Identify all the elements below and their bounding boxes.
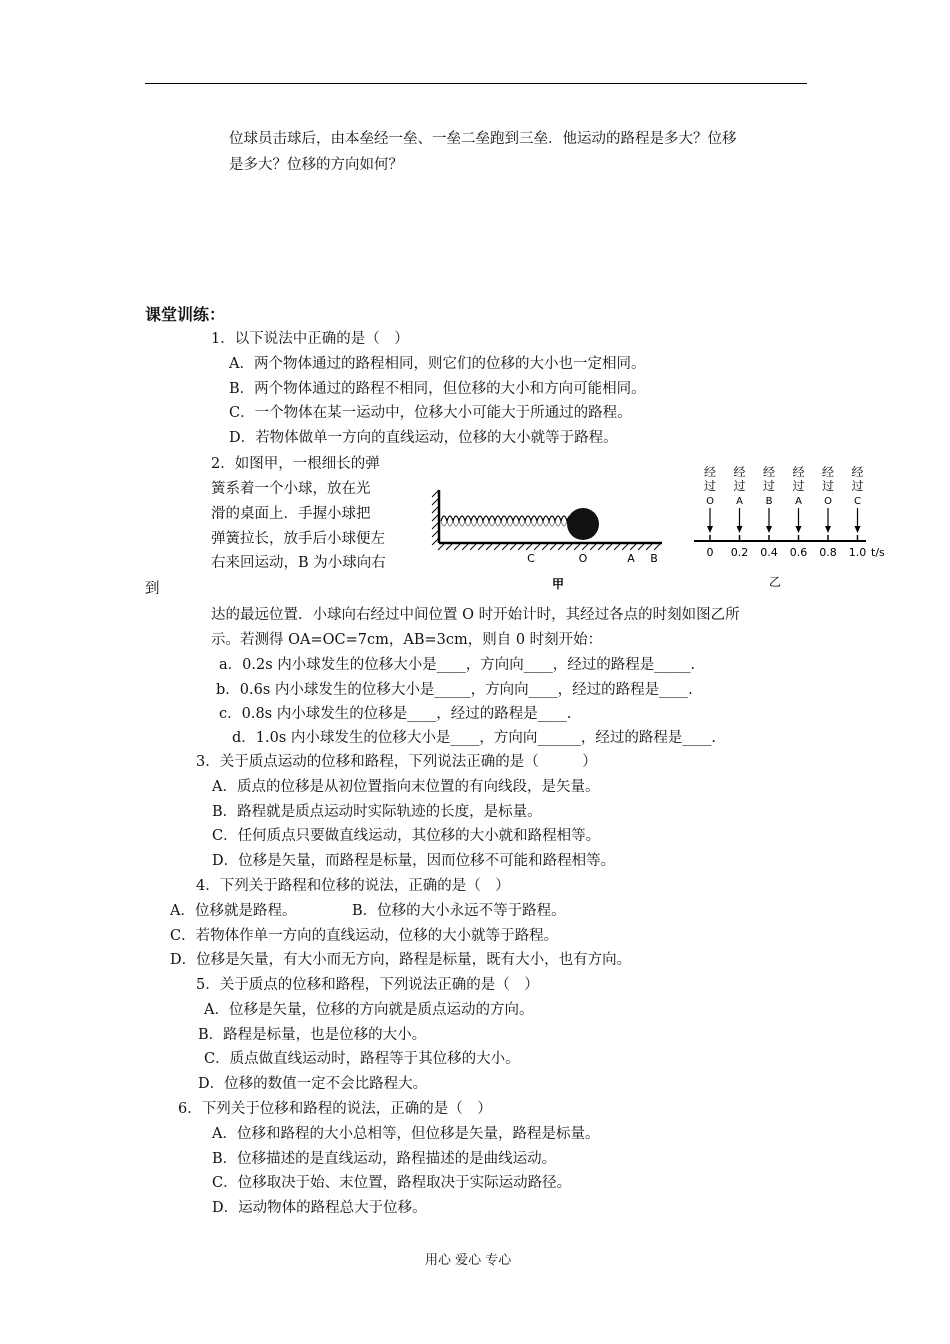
q2-dao: 到 <box>145 581 160 597</box>
q6-option-c: C．位移取决于始、末位置，路程取决于实际运动路径。 <box>212 1175 572 1191</box>
q2-sub-a: a．0.2s 内小球发生的位移大小是____，方向向____，经过的路程是_____. <box>219 657 696 673</box>
pass-char-2: 过 <box>792 479 805 493</box>
q4-option-d: D．位移是矢量，有大小而无方向，路程是标量，既有大小，也有方向。 <box>170 952 632 968</box>
position-marker: C <box>854 496 861 507</box>
q4-option-b: B．位移的大小永远不等于路程。 <box>352 903 566 919</box>
time-unit: t/s <box>871 546 885 559</box>
arrow-head-icon <box>825 526 831 533</box>
pass-char-2: 过 <box>762 479 776 493</box>
position-marker: A <box>736 496 743 507</box>
q3-option-c: C．任何质点只要做直线运动，其位移的大小就和路程相等。 <box>212 828 601 844</box>
q2-sub-d: d．1.0s 内小球发生的位移大小是____，方向向______，经过的路程是____. <box>232 730 716 746</box>
intro-line-1: 位球员击球后，由本垒经一垒、一垒二垒跑到三垒．他运动的路程是多大？位移 <box>229 131 737 147</box>
q1-option-b: B．两个物体通过的路程不相同，但位移的大小和方向可能相同。 <box>229 381 646 397</box>
pass-char-1: 经 <box>762 465 776 479</box>
pass-char-1: 经 <box>792 465 805 479</box>
q2-cont-1: 达的最远位置．小球向右经过中间位置 O 时开始计时，其经过各点的时刻如图乙所 <box>211 607 740 623</box>
arrow-head-icon <box>766 526 772 533</box>
label-b: B <box>650 552 658 565</box>
header-rule <box>145 83 807 84</box>
pass-char-1: 经 <box>821 465 835 479</box>
arrow-head-icon <box>737 526 743 533</box>
pass-char-2: 过 <box>821 479 835 493</box>
q1-option-c: C．一个物体在某一运动中，位移大小可能大于所通过的路程。 <box>229 405 632 421</box>
q1-stem: 1．以下说法中正确的是（ ） <box>211 331 409 347</box>
pass-char-2: 过 <box>851 479 864 493</box>
q5-option-c: C．质点做直线运动时，路程等于其位移的大小。 <box>204 1051 520 1067</box>
figure-jia <box>430 485 680 595</box>
q1-option-d: D．若物体做单一方向的直线运动，位移的大小就等于路程。 <box>229 430 618 446</box>
q2-line-1: 2．如图甲，一根细长的弹 <box>211 456 380 472</box>
q4-option-c: C．若物体作单一方向的直线运动，位移的大小就等于路程。 <box>170 928 559 944</box>
position-marker: A <box>795 496 802 507</box>
caption-yi: 乙 <box>768 575 782 589</box>
pass-char-2: 过 <box>733 479 746 493</box>
q2-sub-b: b．0.6s 内小球发生的位移大小是_____，方向向____，经过的路程是____. <box>216 682 693 698</box>
time-tick-label: 0.4 <box>760 546 778 559</box>
q2-cont-2: 示。若测得 OA=OC=7cm，AB=3cm，则自 0 时刻开始： <box>211 632 603 648</box>
page-footer: 用心 爱心 专心 <box>425 1253 512 1268</box>
q5-option-d: D．位移的数值一定不会比路程大。 <box>198 1076 428 1092</box>
label-c: C <box>527 552 535 565</box>
pass-char-1: 经 <box>851 465 864 479</box>
arrow-head-icon <box>707 526 713 533</box>
label-a: A <box>627 552 635 565</box>
time-tick-label: 0.8 <box>819 546 837 559</box>
intro-line-2: 是多大？位移的方向如何？ <box>229 157 403 173</box>
arrow-head-icon <box>855 526 861 533</box>
q4-option-a: A．位移就是路程。 <box>170 903 297 919</box>
q5-option-b: B．路程是标量，也是位移的大小。 <box>198 1027 427 1043</box>
q5-option-a: A．位移是矢量，位移的方向就是质点运动的方向。 <box>204 1002 534 1018</box>
q3-option-a: A．质点的位移是从初位置指向末位置的有向线段，是矢量。 <box>212 779 600 795</box>
q2-line-5: 右来回运动，B 为小球向右 <box>211 555 386 571</box>
time-tick-label: 1.0 <box>848 546 867 559</box>
q3-option-b: B．路程就是质点运动时实际轨迹的长度，是标量。 <box>212 804 542 820</box>
position-marker: B <box>765 496 773 507</box>
q3-option-d: D．位移是矢量，而路程是标量，因而位移不可能和路程相等。 <box>212 853 616 869</box>
q6-option-a: A．位移和路程的大小总相等，但位移是矢量，路程是标量。 <box>212 1126 600 1142</box>
time-tick-label: 0.6 <box>789 546 808 559</box>
position-marker: O <box>706 496 714 507</box>
pass-char-2: 过 <box>703 479 717 493</box>
q4-stem: 4．下列关于路程和位移的说法，正确的是（ ） <box>196 878 510 894</box>
q5-stem: 5．关于质点的位移和路程，下列说法正确的是（ ） <box>196 977 539 993</box>
q6-option-d: D．运动物体的路程总大于位移。 <box>212 1200 427 1216</box>
q2-line-4: 弹簧拉长，放手后小球便左 <box>211 531 385 547</box>
ball <box>567 508 599 540</box>
figure-yi <box>688 462 898 592</box>
time-tick-label: 0.2 <box>730 546 749 559</box>
q6-stem: 6．下列关于位移和路程的说法，正确的是（ ） <box>178 1101 492 1117</box>
pass-char-1: 经 <box>733 465 746 479</box>
section-title: 课堂训练： <box>145 305 226 324</box>
q2-line-3: 滑的桌面上．手握小球把 <box>211 506 371 522</box>
spring-back <box>441 521 573 526</box>
q2-sub-c: c．0.8s 内小球发生的位移是____，经过的路程是____. <box>219 706 572 722</box>
q3-stem: 3．关于质点运动的位移和路程，下列说法正确的是（ ） <box>196 754 597 770</box>
q6-option-b: B．位移描述的是直线运动，路程描述的是曲线运动。 <box>212 1151 557 1167</box>
pass-char-1: 经 <box>703 465 717 479</box>
label-o: O <box>578 552 588 565</box>
q1-option-a: A．两个物体通过的路程相同，则它们的位移的大小也一定相同。 <box>229 356 646 372</box>
time-tick-label: 0 <box>706 546 714 559</box>
position-marker: O <box>824 496 832 507</box>
arrow-head-icon <box>796 526 802 533</box>
floor-hatching <box>438 544 660 550</box>
caption-jia: 甲 <box>551 577 565 591</box>
q2-line-2: 簧系着一个小球，放在光 <box>211 481 371 497</box>
